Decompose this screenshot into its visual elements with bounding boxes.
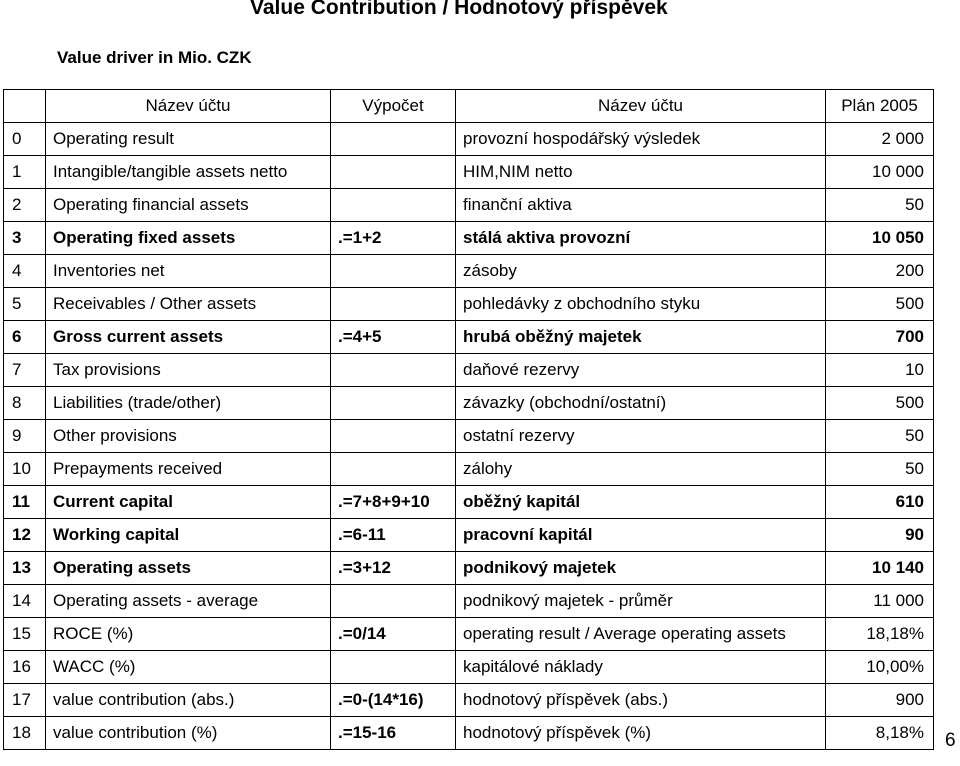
page-subtitle: Value driver in Mio. CZK (57, 48, 252, 67)
header-name-en: Název účtu (46, 90, 331, 123)
table-body (4, 123, 934, 750)
row-name-cz: hrubá oběžný majetek (456, 321, 826, 354)
row-plan-value: 900 (826, 684, 934, 717)
row-name-cz: oběžný kapitál (456, 486, 826, 519)
row-name-en: Other provisions (46, 420, 331, 453)
row-name-en: value contribution (abs.) (46, 684, 331, 717)
value-contribution-table (3, 89, 934, 750)
row-plan-value: 8,18% (826, 717, 934, 750)
row-plan-value: 10 (826, 354, 934, 387)
row-plan-value: 50 (826, 420, 934, 453)
row-name-en: Operating assets (46, 552, 331, 585)
row-name-en: Liabilities (trade/other) (46, 387, 331, 420)
row-name-en: Tax provisions (46, 354, 331, 387)
row-name-en: Operating financial assets (46, 189, 331, 222)
row-calculation (331, 123, 456, 156)
row-index: 5 (4, 288, 46, 321)
row-name-cz: závazky (obchodní/ostatní) (456, 387, 826, 420)
table-row (4, 519, 934, 552)
row-index: 7 (4, 354, 46, 387)
row-index: 9 (4, 420, 46, 453)
row-plan-value: 50 (826, 189, 934, 222)
row-name-en: ROCE (%) (46, 618, 331, 651)
page-number: 6 (945, 730, 956, 751)
row-name-cz: pracovní kapitál (456, 519, 826, 552)
row-calculation (331, 420, 456, 453)
row-calculation (331, 585, 456, 618)
row-plan-value: 10 000 (826, 156, 934, 189)
row-index: 13 (4, 552, 46, 585)
row-index: 0 (4, 123, 46, 156)
row-plan-value: 610 (826, 486, 934, 519)
table-row (4, 552, 934, 585)
row-index: 10 (4, 453, 46, 486)
row-name-cz: pohledávky z obchodního styku (456, 288, 826, 321)
header-name-cz: Název účtu (456, 90, 826, 123)
header-index (4, 90, 46, 123)
row-plan-value: 500 (826, 288, 934, 321)
row-calculation (331, 255, 456, 288)
row-calculation: .=0-(14*16) (331, 684, 456, 717)
table-row (4, 255, 934, 288)
row-index: 15 (4, 618, 46, 651)
row-name-en: Operating fixed assets (46, 222, 331, 255)
table-row (4, 156, 934, 189)
row-name-cz: provozní hospodářský výsledek (456, 123, 826, 156)
table-row (4, 585, 934, 618)
row-plan-value: 90 (826, 519, 934, 552)
table-row (4, 123, 934, 156)
table-row (4, 684, 934, 717)
row-name-cz: finanční aktiva (456, 189, 826, 222)
row-name-cz: daňové rezervy (456, 354, 826, 387)
row-plan-value: 500 (826, 387, 934, 420)
row-plan-value: 700 (826, 321, 934, 354)
row-name-en: Intangible/tangible assets netto (46, 156, 331, 189)
row-plan-value: 10 050 (826, 222, 934, 255)
row-index: 17 (4, 684, 46, 717)
row-name-cz: operating result / Average operating assets (456, 618, 826, 651)
row-name-cz: podnikový majetek (456, 552, 826, 585)
table-row (4, 189, 934, 222)
row-name-cz: hodnotový příspěvek (%) (456, 717, 826, 750)
table-row (4, 321, 934, 354)
table-row (4, 486, 934, 519)
row-calculation (331, 354, 456, 387)
row-name-cz: podnikový majetek - průměr (456, 585, 826, 618)
row-index: 3 (4, 222, 46, 255)
row-plan-value: 18,18% (826, 618, 934, 651)
row-index: 8 (4, 387, 46, 420)
row-calculation (331, 387, 456, 420)
row-name-en: Gross current assets (46, 321, 331, 354)
row-calculation: .=4+5 (331, 321, 456, 354)
page-title: Value Contribution / Hodnotový příspěvek (250, 0, 668, 19)
row-calculation: .=1+2 (331, 222, 456, 255)
row-plan-value: 200 (826, 255, 934, 288)
row-name-cz: zálohy (456, 453, 826, 486)
table-row (4, 354, 934, 387)
row-name-cz: zásoby (456, 255, 826, 288)
row-index: 16 (4, 651, 46, 684)
row-name-cz: ostatní rezervy (456, 420, 826, 453)
row-name-cz: hodnotový příspěvek (abs.) (456, 684, 826, 717)
row-calculation (331, 651, 456, 684)
row-name-en: Current capital (46, 486, 331, 519)
row-calculation: .=6-11 (331, 519, 456, 552)
row-calculation (331, 189, 456, 222)
row-calculation (331, 288, 456, 321)
table-row (4, 222, 934, 255)
row-index: 6 (4, 321, 46, 354)
table-row (4, 618, 934, 651)
row-index: 14 (4, 585, 46, 618)
row-plan-value: 10 140 (826, 552, 934, 585)
row-index: 11 (4, 486, 46, 519)
header-plan-2005: Plán 2005 (826, 90, 934, 123)
table-row (4, 288, 934, 321)
row-index: 18 (4, 717, 46, 750)
row-index: 2 (4, 189, 46, 222)
row-name-en: WACC (%) (46, 651, 331, 684)
row-index: 12 (4, 519, 46, 552)
row-index: 1 (4, 156, 46, 189)
row-index: 4 (4, 255, 46, 288)
row-name-en: Receivables / Other assets (46, 288, 331, 321)
table-row (4, 420, 934, 453)
row-plan-value: 11 000 (826, 585, 934, 618)
row-name-en: Working capital (46, 519, 331, 552)
row-calculation: .=7+8+9+10 (331, 486, 456, 519)
row-name-cz: kapitálové náklady (456, 651, 826, 684)
table-row (4, 453, 934, 486)
row-calculation (331, 453, 456, 486)
row-name-en: Inventories net (46, 255, 331, 288)
row-calculation: .=15-16 (331, 717, 456, 750)
header-calculation: Výpočet (331, 90, 456, 123)
row-calculation: .=0/14 (331, 618, 456, 651)
table-row (4, 717, 934, 750)
table-row (4, 387, 934, 420)
row-calculation: .=3+12 (331, 552, 456, 585)
table-header-row (4, 90, 934, 123)
row-name-en: value contribution (%) (46, 717, 331, 750)
row-name-en: Prepayments received (46, 453, 331, 486)
row-name-cz: HIM,NIM netto (456, 156, 826, 189)
row-plan-value: 10,00% (826, 651, 934, 684)
row-plan-value: 2 000 (826, 123, 934, 156)
row-calculation (331, 156, 456, 189)
row-name-cz: stálá aktiva provozní (456, 222, 826, 255)
table-row (4, 651, 934, 684)
row-name-en: Operating result (46, 123, 331, 156)
row-name-en: Operating assets - average (46, 585, 331, 618)
row-plan-value: 50 (826, 453, 934, 486)
